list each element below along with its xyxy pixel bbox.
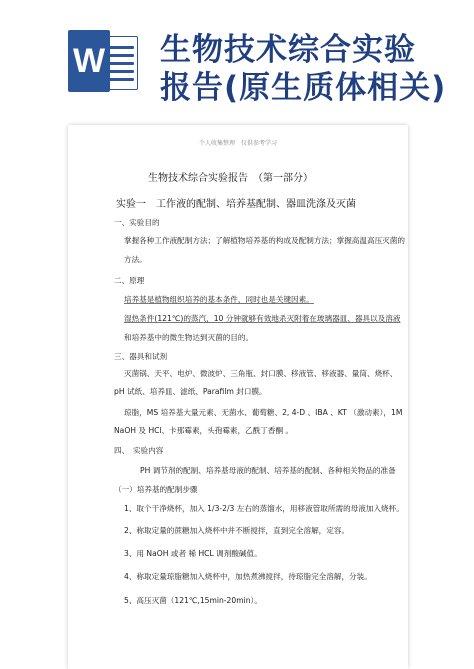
word-document-icon [68,30,138,92]
paragraph: pH 试纸、培养皿、滤纸、Parafilm 封口膜。 [114,387,267,396]
step-item: 2、称取定量的蔗糖加入烧杯中并不断搅拌，直到完全溶解，定容。 [124,526,350,535]
paragraph: 和培养基中的微生物达到灭菌的目的。 [124,333,254,342]
step-item: 3、用 NaOH 或者 稀 HCL 调剂酸碱值。 [124,549,262,558]
subsection-heading: （一）培养基的配制步骤 [114,485,198,494]
section-heading-principle: 二、原理 [114,276,145,285]
document-title: 生物技术综合实验报告 （第一部分） [148,173,313,184]
section-heading-content: 四、 实验内容 [114,446,164,455]
paragraph: 方法。 [124,255,147,264]
watermark-text: 个人收集整理 仅供参考学习 [198,140,277,147]
document-banner [0,0,474,120]
section-heading-purpose: 一、实验目的 [114,218,160,227]
banner-title-line1: 生物技术综合实验 [160,32,416,68]
paragraph: NaOH 及 HCl、卡那霉素，头孢霉素，乙酰丁香酮 。 [114,426,294,435]
section-heading-materials: 三、器具和试剂 [114,352,168,361]
step-item: 5、高压灭菌（121℃,15min-20min）。 [124,596,262,605]
step-item: 1、取个干净烧杯，加入 1/3-2/3 左右的蒸馏水，用移液管取所需的母液加入烧杯。 [124,504,404,513]
banner-title-line2: 报告(原生质体相关) [160,70,447,106]
paragraph: PH 调节剂的配制、培养基母液的配制、培养基的配制、各种相关物品的准备 [140,466,396,475]
step-item: 4、称取定量琼脂糖加入烧杯中，加热煮沸搅拌，待琼脂完全溶解，分装。 [124,572,372,581]
paragraph: 琼脂，MS 培养基大量元素、无菌水、葡萄糖、2, 4-D 、IBA 、KT （激动素），1M [124,408,403,417]
paragraph: 掌握各种工作液配制方法；了解植物培养基的构成及配制方法；掌握高温高压灭菌的 [124,236,405,245]
paragraph: 湿热条件(121℃)的蒸汽，10 分钟就够有效地杀灭附着在玻璃器皿、器具以及溶液 [124,314,401,323]
document-page [68,125,408,669]
paragraph: 灭菌锅、天平、电炉、微波炉、三角瓶、封口膜、移液管、移液器、量筒、烧杯、 [124,369,398,378]
paragraph: 培养基是植物组织培养的基本条件，同时也是关键因素。 [124,295,314,304]
word-icon-badge: W [68,30,110,92]
document-subtitle: 实验一 工作液的配制、培养基配制、器皿洗涤及灭菌 [116,199,356,210]
